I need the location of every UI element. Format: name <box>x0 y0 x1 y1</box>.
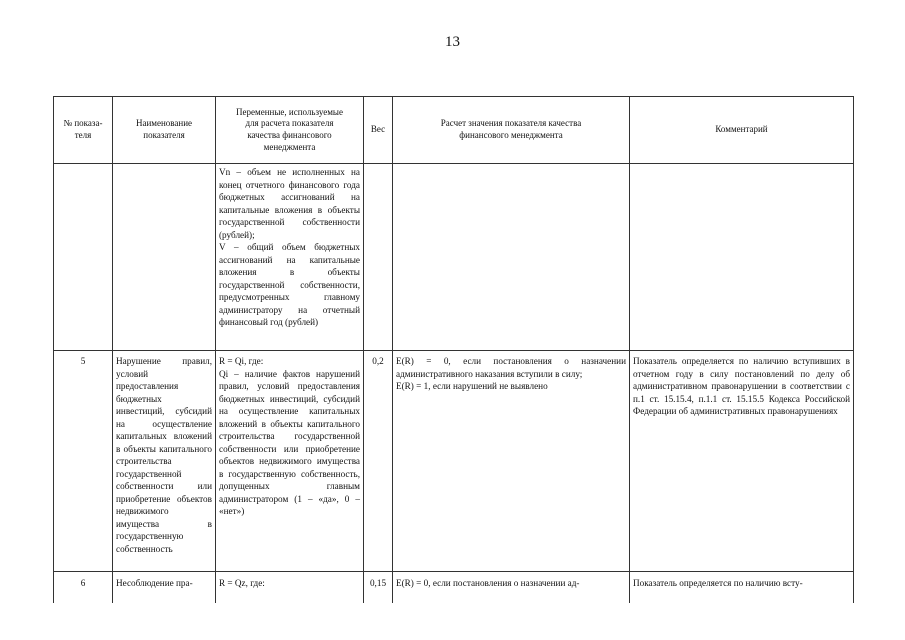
cell-number: 5 <box>54 351 113 572</box>
header-comment: Комментарий <box>630 97 854 164</box>
cell-comment: Показатель определяется по наличию всту- <box>630 572 854 604</box>
cell-name: Нарушение правил, условий предоставления бюджетных инвестиций, субсидий на осуществление капитальных вложений в объекты капитального строительства государственной собственности или приобретение объектов недвижимого имущества в государственную собственность <box>113 351 216 572</box>
cell-calculation: E(R) = 0, если постановления о назначении административного наказания вступили в силу; E(R) = 1, если нарушений не выявлено <box>393 351 630 572</box>
header-variables: Переменные, используемые для расчета показателя качества финансового менеджмента <box>216 97 364 164</box>
header-indicator-name: Наименование показателя <box>113 97 216 164</box>
table-row <box>54 351 854 572</box>
cell-weight <box>364 164 393 351</box>
header-weight: Вес <box>364 97 393 164</box>
cell-number: 6 <box>54 572 113 604</box>
cell-calculation <box>393 164 630 351</box>
header-indicator-number: № показа- теля <box>54 97 113 164</box>
cell-name: Несоблюдение пра- <box>113 572 216 604</box>
table-header-row <box>54 97 854 164</box>
table-row <box>54 164 854 351</box>
cell-weight: 0,15 <box>364 572 393 604</box>
cell-weight: 0,2 <box>364 351 393 572</box>
indicators-table <box>53 96 854 603</box>
cell-variables: R = Qz, где: <box>216 572 364 604</box>
table-row <box>54 572 854 604</box>
cell-variables: Vn – объем не исполненных на конец отчетного финансового года бюджетных ассигнований на капитальные вложения в объекты государственной собственности (рублей); V – общий объем бюджетных ассигнований на капитальные вложения в объекты государственной собственности, предусмотренных главному администратору на отчетный финансовый год (рублей) <box>216 164 364 351</box>
cell-comment <box>630 164 854 351</box>
cell-calculation: E(R) = 0, если постановления о назначении ад- <box>393 572 630 604</box>
page-number: 13 <box>445 34 460 50</box>
cell-number <box>54 164 113 351</box>
cell-comment: Показатель определяется по наличию вступивших в отчетном году в силу постановлений по делу об административном правонарушении в соответствии с п.1 ст. 15.15.4, п.1.1 ст. 15.15.5 Кодекса Российской Федерации об административных правонарушениях <box>630 351 854 572</box>
header-calculation: Расчет значения показателя качества финансового менеджмента <box>393 97 630 164</box>
cell-name <box>113 164 216 351</box>
cell-variables: R = Qi, где: Qi – наличие фактов нарушений правил, условий предоставления бюджетных инвестиций, субсидий на осуществление капитальных вложений в объекты капитального строительства государственной собственности или приобретение объектов недвижимого имущества в государственную собственность, допущенных главным администратором (1 – «да», 0 – «нет») <box>216 351 364 572</box>
